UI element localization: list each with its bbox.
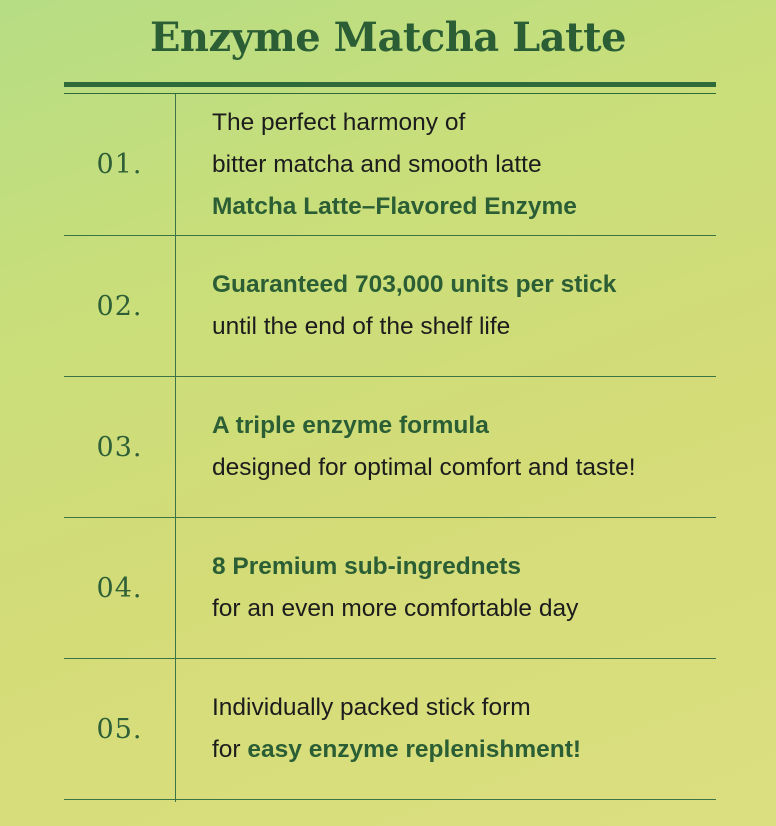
column-divider [175, 94, 176, 802]
feature-row-03 [64, 377, 716, 518]
feature-row-01 [64, 94, 716, 236]
feature-text [212, 94, 708, 235]
feature-highlight: Guaranteed 703,000 units per stick [212, 271, 617, 298]
feature-number: 01. [96, 149, 143, 180]
title-divider-thick [64, 82, 716, 87]
feature-text [212, 659, 708, 799]
feature-line: designed for optimal comfort and taste! [212, 454, 636, 481]
feature-line-prefix: for [212, 736, 248, 763]
feature-row-05 [64, 659, 716, 800]
feature-line-mixed [212, 729, 708, 771]
feature-row-04 [64, 518, 716, 659]
feature-text [212, 518, 708, 658]
feature-number: 05. [96, 713, 143, 745]
feature-table [64, 94, 716, 800]
feature-number: 02. [96, 290, 143, 322]
page-title: Enzyme Matcha Latte [149, 14, 627, 61]
feature-number: 04. [96, 572, 143, 604]
feature-highlight: Matcha Latte–Flavored Enzyme [212, 192, 577, 220]
feature-text [212, 377, 708, 517]
feature-highlight: 8 Premium sub-ingrednets [212, 553, 522, 580]
feature-text [212, 236, 708, 376]
feature-line: The perfect harmony of [212, 108, 466, 136]
feature-line: for an even more comfortable day [212, 595, 579, 622]
feature-highlight: A triple enzyme formula [212, 412, 489, 439]
feature-line: bitter matcha and smooth latte [212, 150, 542, 178]
feature-line: until the end of the shelf life [212, 313, 511, 340]
feature-number: 03. [96, 431, 143, 463]
feature-row-02 [64, 236, 716, 377]
feature-line: Individually packed stick form [212, 694, 531, 721]
feature-highlight: easy enzyme replenishment! [247, 736, 582, 763]
